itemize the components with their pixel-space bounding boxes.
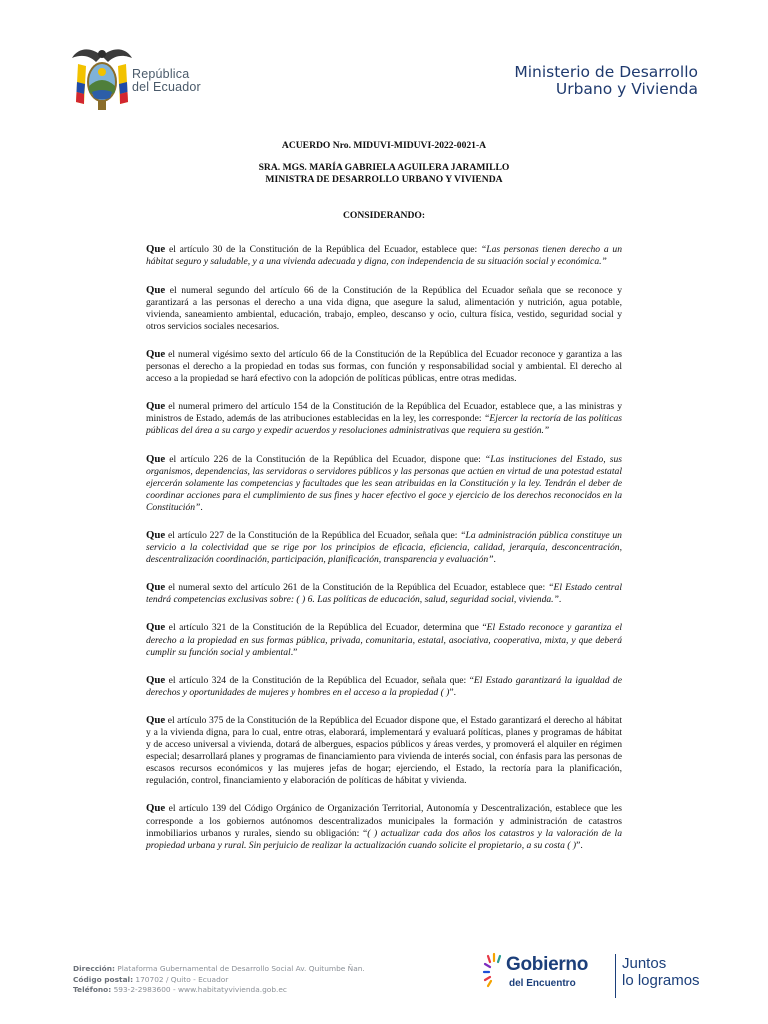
que-keyword: Que	[146, 283, 166, 296]
logo-divider	[615, 954, 616, 998]
phone-label: Teléfono:	[73, 985, 112, 994]
ministry-line-2: Urbano y Vivienda	[555, 80, 698, 98]
paragraph-quote: “Las personas tienen derecho a un hábitat seguro y saludable, y a una vivienda adecuada y digna, con independencia de su situación social y económica.”	[146, 244, 623, 268]
considerando-paragraph	[146, 714, 622, 788]
paragraph-text: el artículo 30 de la Constitución de la República del Ecuador, establece que:	[165, 244, 481, 256]
gobierno-logo	[482, 948, 612, 1008]
paragraph-text: el numeral sexto del artículo 261 de la Constitución de la República del Ecuador, establece que:	[165, 582, 549, 594]
signer-name: SRA. MGS. MARÍA GABRIELA AGUILERA JARAMILLO	[258, 162, 510, 174]
paragraph-quote: ( ) actualizar cada dos años los catastros y la valoración de la propiedad urbana y rural. Sin perjuicio de realizar la actualización cuando solicite el propietario, a su costa ( )	[146, 827, 622, 851]
paragraph-tail: ”.	[449, 686, 457, 698]
page-header	[0, 0, 768, 120]
gobierno-word: Gobierno	[506, 954, 589, 975]
republic-line-2: del Ecuador	[132, 80, 201, 94]
que-keyword: Que	[146, 347, 166, 360]
postal-label: Código postal:	[73, 974, 134, 984]
considerando-paragraph	[146, 581, 622, 606]
paragraph-text: el numeral primero del artículo 154 de la Constitución de la República del Ecuador, establece que, a las ministras y ministros de Estado, además de las atribuciones establecidas en la ley, les corresponde:	[146, 401, 622, 425]
address-value: Plataforma Gubernamental de Desarrollo Social Av. Quitumbe Ñan.	[114, 964, 365, 973]
postal-value: 170702 / Quito - Ecuador	[133, 974, 229, 984]
considerando-paragraph	[146, 621, 622, 658]
que-keyword: Que	[146, 581, 166, 594]
paragraph-quote: El Estado reconoce y garantiza el derecho a la propiedad en sus formas pública, privada, comunitaria, estatal, asociativa, cooperativa, mixta, y que deberá cumplir su función social y ambiental	[146, 622, 622, 658]
phone-line	[73, 985, 365, 996]
gobierno-burst-icon	[482, 948, 506, 1002]
ministry-name	[514, 64, 698, 98]
gobierno-sub: del Encuentro	[509, 978, 576, 989]
considerando-list	[146, 243, 622, 851]
que-keyword: Que	[146, 528, 166, 541]
paragraph-text: el numeral vigésimo sexto del artículo 66 de la Constitución de la República del Ecuador reconoce y garantiza a las personas el derecho a la propiedad en todas sus formas, con función y responsabilidad social y ambiental. El derecho al acceso a la propiedad se hará efectivo con la adopción de políticas públicas, entre otras medidas.	[146, 348, 622, 385]
que-keyword: Que	[146, 400, 166, 413]
considerando-paragraph	[146, 348, 622, 385]
paragraph-text: el artículo 321 de la Constitución de la República del Ecuador, determina que “	[165, 622, 487, 634]
address-label: Dirección:	[73, 964, 115, 973]
que-keyword: Que	[146, 452, 166, 465]
paragraph-quote: “El Estado central tendrá competencias exclusivas sobre: ( ) 6. Las políticas de educación, salud, seguridad social, vivienda.”	[146, 582, 622, 606]
que-keyword: Que	[146, 802, 166, 815]
republic-logo	[70, 44, 220, 112]
slogan-line-2: lo logramos	[622, 972, 700, 989]
paragraph-quote: “Las instituciones del Estado, sus organismos, dependencias, las servidoras o servidores públicos y las personas que actúen en virtud de una potestad estatal ejercerán solamente las competencias y facultades que les sean atribuidas en la Constitución y la ley. Tendrán el deber de coordinar acciones para el cumplimiento de sus fines y hacer efectivo el goce y ejercicio de los derechos reconocidos en la Constitución”	[146, 453, 622, 513]
que-keyword: Que	[146, 713, 166, 726]
que-keyword: Que	[146, 673, 166, 686]
footer-address	[73, 964, 365, 996]
considerando-paragraph	[146, 284, 622, 333]
document-title: ACUERDO Nro. MIDUVI-MIDUVI-2022-0021-A	[281, 140, 487, 151]
paragraph-tail: .”	[290, 646, 298, 658]
signer-role: MINISTRA DE DESARROLLO URBANO Y VIVIENDA	[265, 174, 503, 186]
document-body	[146, 140, 622, 867]
paragraph-tail: ”.	[576, 839, 583, 851]
paragraph-tail: .	[493, 554, 496, 566]
considerando-heading: CONSIDERANDO:	[342, 210, 426, 222]
paragraph-quote: “Ejercer la rectoría de las políticas públicas del área a su cargo y expedir acuerdos y resoluciones administrativas que requiera su gestión.”	[146, 413, 622, 437]
considerando-paragraph	[146, 529, 622, 566]
ministry-line-1: Ministerio de Desarrollo	[514, 63, 698, 81]
address-line	[73, 964, 365, 975]
paragraph-text: el artículo 227 de la Constitución de la República del Ecuador, señala que:	[165, 529, 461, 541]
slogan	[622, 955, 700, 989]
considerando-paragraph	[146, 400, 622, 437]
paragraph-tail: .	[200, 501, 203, 513]
coat-of-arms-icon	[70, 44, 134, 112]
considerando-paragraph	[146, 674, 622, 699]
considerando-paragraph	[146, 243, 622, 268]
paragraph-text: el artículo 324 de la Constitución de la República del Ecuador, señala que: “	[165, 674, 474, 686]
paragraph-quote: “La administración pública constituye un servicio a la colectividad que se rige por los principios de eficacia, eficiencia, calidad, jerarquía, desconcentración, descentralización coordinación, participación, planificación, transparencia y evaluación”	[146, 529, 622, 566]
republic-name	[132, 68, 201, 94]
que-keyword: Que	[146, 243, 166, 256]
page-footer	[0, 954, 768, 1024]
considerando-paragraph	[146, 802, 622, 851]
paragraph-text: el numeral segundo del artículo 66 de la Constitución de la República del Ecuador señala que se reconoce y garantizará a las personas el derecho a una vida digna, que asegure la salud, alimentación y nutrición, agua potable, vivienda, saneamiento ambiental, educación, trabajo, empleo, descanso y ocio, cultura física, vestido, seguridad social y otros servicios sociales necesarios.	[146, 284, 622, 332]
paragraph-text: el artículo 226 de la Constitución de la República del Ecuador, dispone que:	[165, 453, 485, 465]
considerando-paragraph	[146, 453, 622, 514]
paragraph-quote: El Estado garantizará la igualdad de derechos y oportunidades de mujeres y hombres en el acceso a la propiedad ( )	[146, 674, 622, 698]
paragraph-tail: .	[558, 594, 562, 606]
paragraph-text: el artículo 139 del Código Orgánico de Organización Territorial, Autonomía y Descentralización, establece que les corresponde a los gobiernos autónomos descentralizados municipales la formación y administración de catastros inmobiliarios urbanos y rurales, siendo su obligación: “	[146, 803, 622, 839]
phone-value: 593-2-2983600 - www.habitatyvivienda.gob.ec	[111, 985, 287, 994]
slogan-line-1: Juntos	[622, 955, 667, 972]
que-keyword: Que	[146, 621, 166, 634]
republic-line-1: República	[132, 67, 190, 81]
postal-line	[73, 975, 365, 986]
paragraph-text: el artículo 375 de la Constitución de la República del Ecuador dispone que, el Estado garantizará el derecho al hábitat y a la vivienda digna, para lo cual, entre otras, elaborará, implementará y evaluará políticas, planes y programas de hábitat y de acceso universal a vivienda, dotará de albergues, espacios públicos y áreas verdes, y promoverá el alquiler en régimen especial; desarrollará planes y programas de financiamiento para vivienda de interés social, con énfasis para las personas de escasos recursos económicos y las mujeres jefas de hogar; ejerciendo, el Estado, la rectoría para la planificación, regulación, control, financiamiento y elaboración de políticas de hábitat y vivienda.	[146, 714, 622, 787]
